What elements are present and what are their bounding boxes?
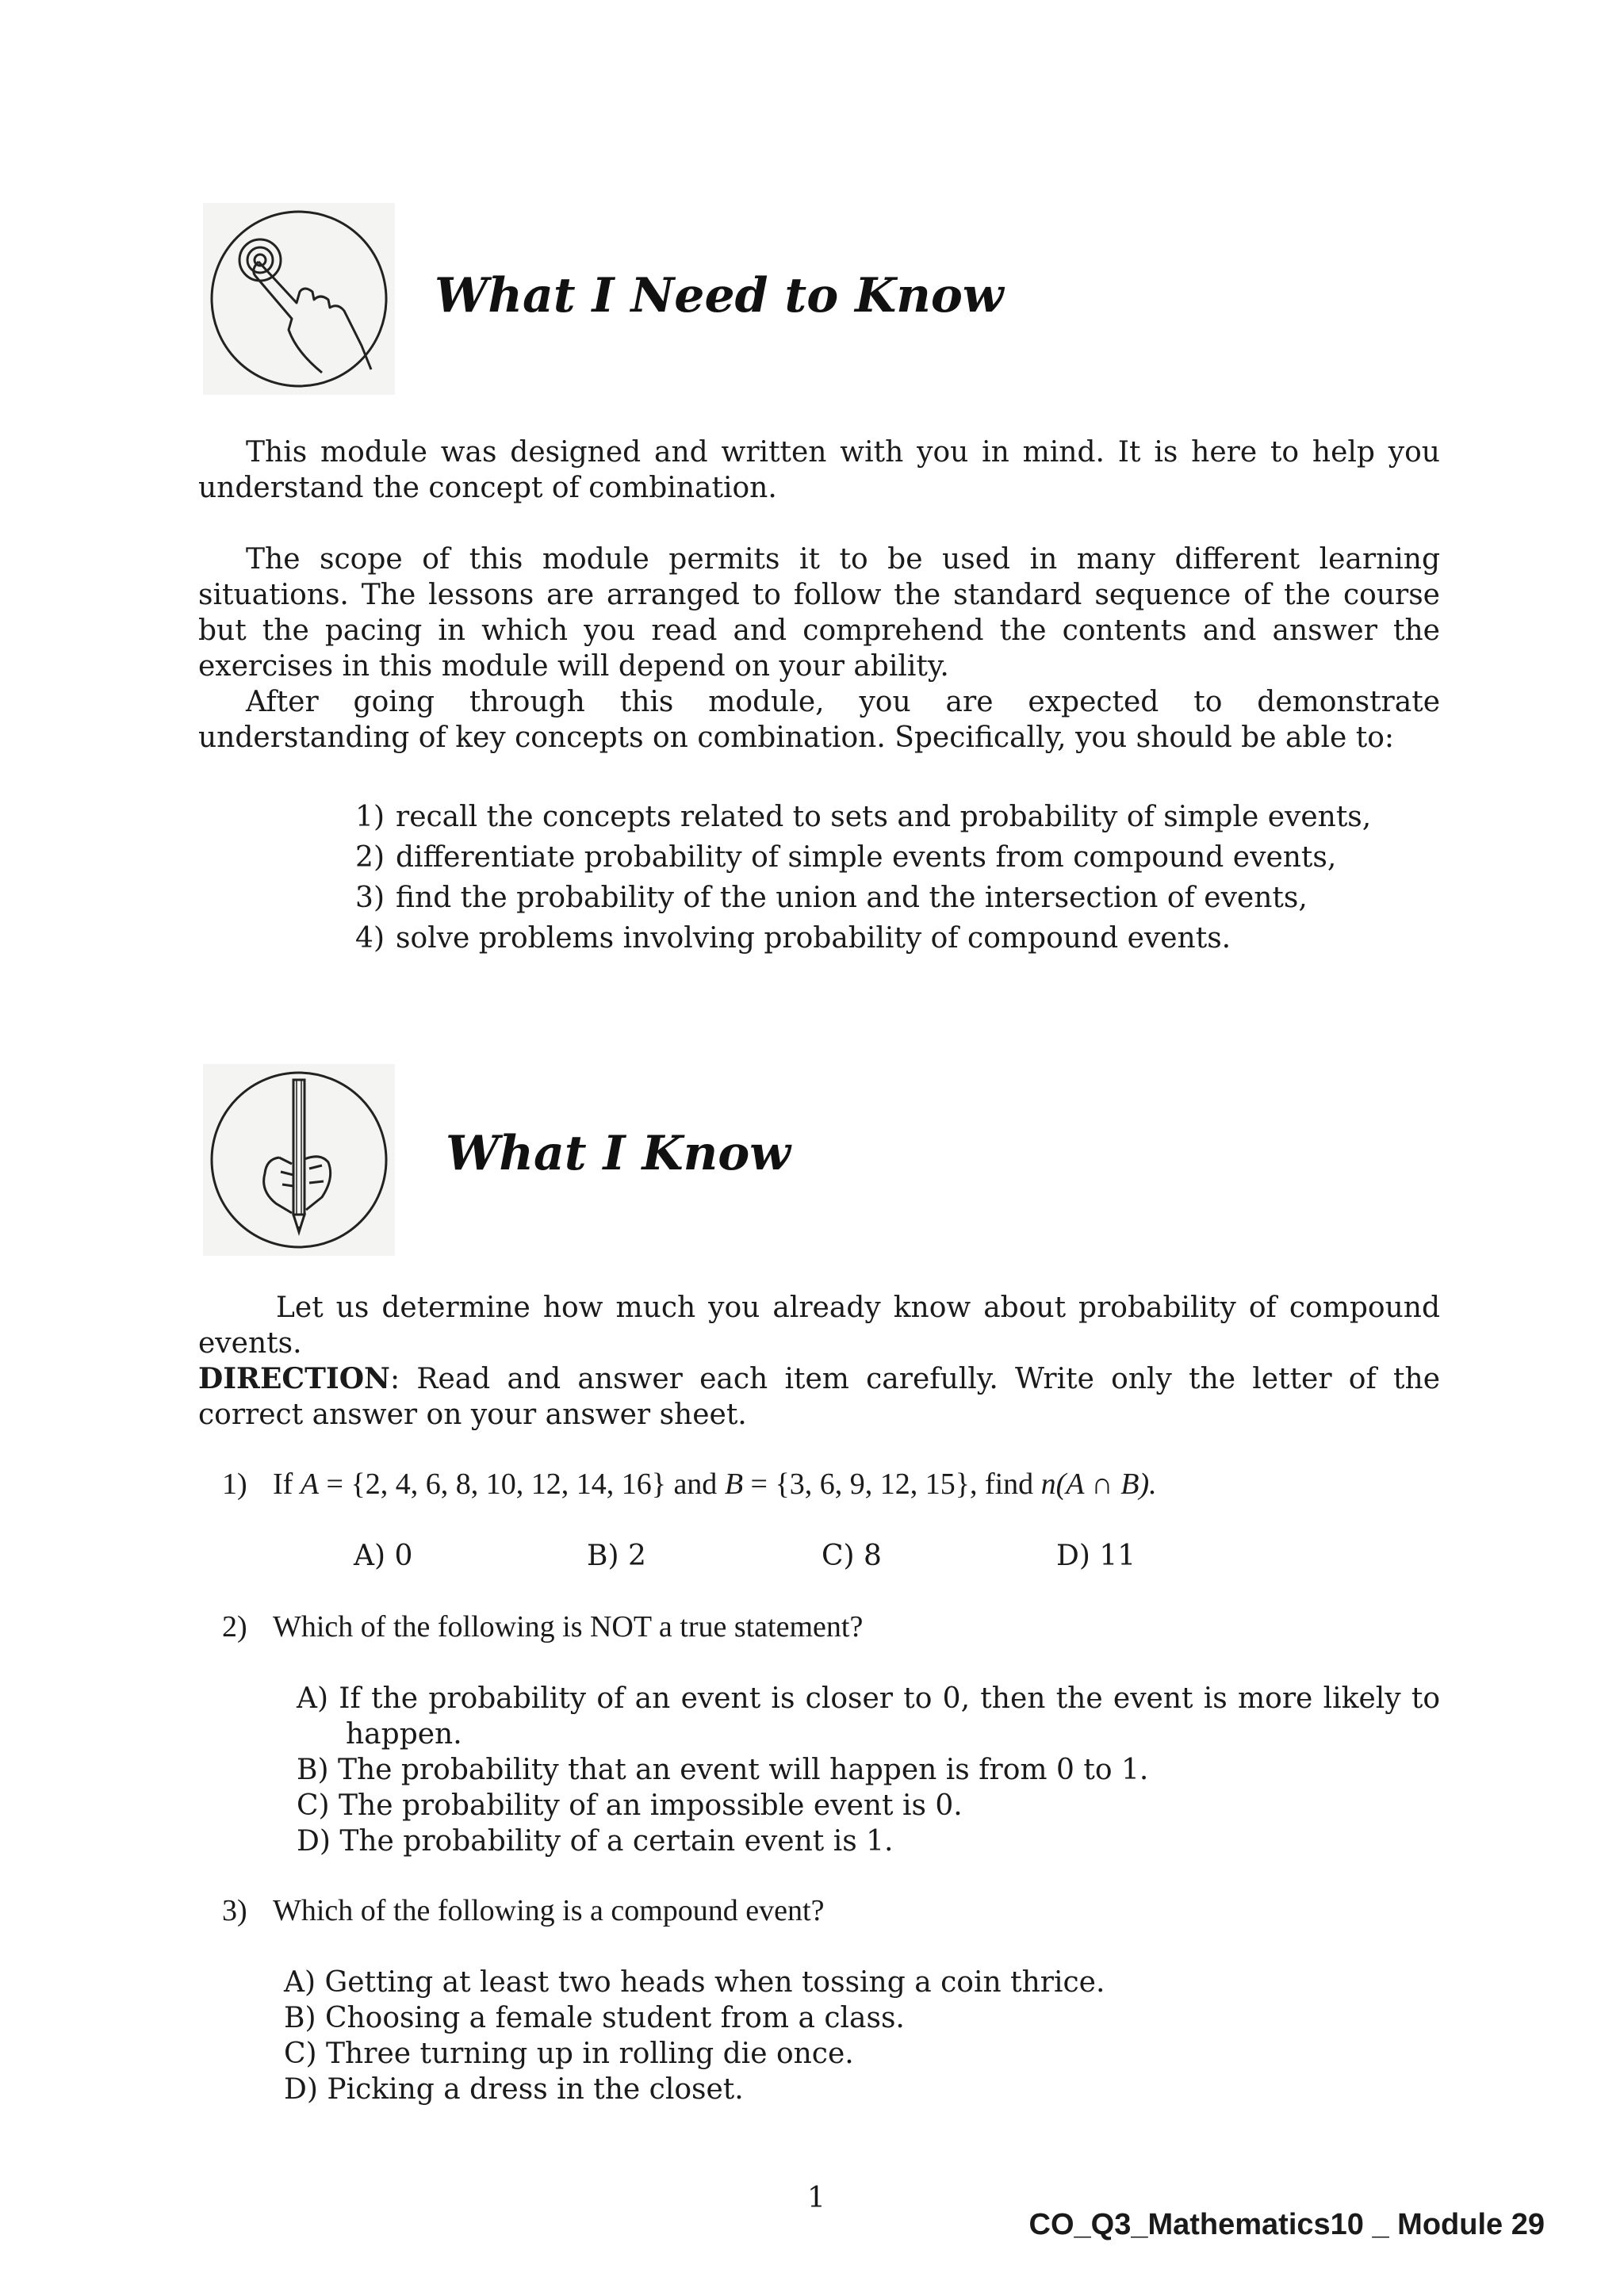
hand-holding-pencil-icon bbox=[203, 1064, 395, 1256]
objective-item: 4) solve problems involving probability of compound events. bbox=[355, 922, 1231, 955]
paragraph-expectation-line: understanding of key concepts on combination. Specifically, you should be able to: bbox=[198, 721, 1395, 754]
module-code: CO_Q3_Mathematics10 _ Module 29 bbox=[1028, 2208, 1545, 2241]
paragraph-pretest-intro-line: Let us determine how much you already know about probability of compound bbox=[276, 1292, 1440, 1324]
question-1: 1) If A = {2, 4, 6, 8, 10, 12, 14, 16} and B = {3, 6, 9, 12, 15}, find n(A ∩ B). bbox=[222, 1468, 1157, 1501]
question-2-choice-c: C) The probability of an impossible event is 0. bbox=[297, 1789, 963, 1822]
question-1-choice-a: A) 0 bbox=[354, 1540, 413, 1572]
section-title-what-i-need-to-know: What I Need to Know bbox=[435, 268, 1004, 323]
question-1-choice-d: D) 11 bbox=[1056, 1540, 1136, 1572]
paragraph-intro-line: understand the concept of combination. bbox=[198, 472, 777, 504]
direction-line: correct answer on your answer sheet. bbox=[198, 1399, 747, 1431]
direction-line: DIRECTION: Read and answer each item carefully. Write only the letter of the bbox=[198, 1362, 1440, 1395]
paragraph-scope-line: but the pacing in which you read and comprehend the contents and answer the bbox=[198, 614, 1440, 647]
question-2-choice-d: D) The probability of a certain event is 1. bbox=[297, 1825, 894, 1858]
objective-item: 3) find the probability of the union and the intersection of events, bbox=[355, 882, 1308, 914]
paragraph-scope-line: exercises in this module will depend on your ability. bbox=[198, 650, 949, 683]
question-3-choice-a: A) Getting at least two heads when tossing a coin thrice. bbox=[284, 1966, 1105, 1999]
question-3-choice-b: B) Choosing a female student from a class. bbox=[284, 2002, 905, 2034]
question-3-choice-c: C) Three turning up in rolling die once. bbox=[284, 2038, 854, 2070]
pointing-hand-icon bbox=[203, 203, 395, 395]
question-2-choice-a-continued: happen. bbox=[346, 1718, 462, 1751]
paragraph-scope-line: situations. The lessons are arranged to follow the standard sequence of the course bbox=[198, 579, 1440, 611]
question-3-choice-d: D) Picking a dress in the closet. bbox=[284, 2073, 744, 2106]
question-3: 3) Which of the following is a compound event? bbox=[222, 1894, 825, 1927]
question-1-choice-b: B) 2 bbox=[587, 1540, 646, 1572]
paragraph-expectation-line: After going through this module, you are expected to demonstrate bbox=[246, 686, 1440, 718]
paragraph-pretest-intro-line: events. bbox=[198, 1327, 302, 1360]
paragraph-intro-line: This module was designed and written with you in mind. It is here to help you bbox=[246, 436, 1440, 469]
page-number: 1 bbox=[807, 2182, 825, 2214]
objective-item: 2) differentiate probability of simple events from compound events, bbox=[355, 841, 1337, 874]
question-2-choice-b: B) The probability that an event will happen is from 0 to 1. bbox=[297, 1754, 1149, 1786]
section-title-what-i-know: What I Know bbox=[446, 1126, 791, 1181]
question-1-choice-c: C) 8 bbox=[822, 1540, 882, 1572]
question-2-choice-a: A) If the probability of an event is closer to 0, then the event is more likely to bbox=[297, 1682, 1440, 1715]
question-2: 2) Which of the following is NOT a true statement? bbox=[222, 1610, 864, 1644]
paragraph-scope-line: The scope of this module permits it to be used in many different learning bbox=[246, 543, 1440, 576]
objective-item: 1) recall the concepts related to sets and probability of simple events, bbox=[355, 801, 1372, 833]
direction-label: DIRECTION bbox=[198, 1362, 390, 1395]
